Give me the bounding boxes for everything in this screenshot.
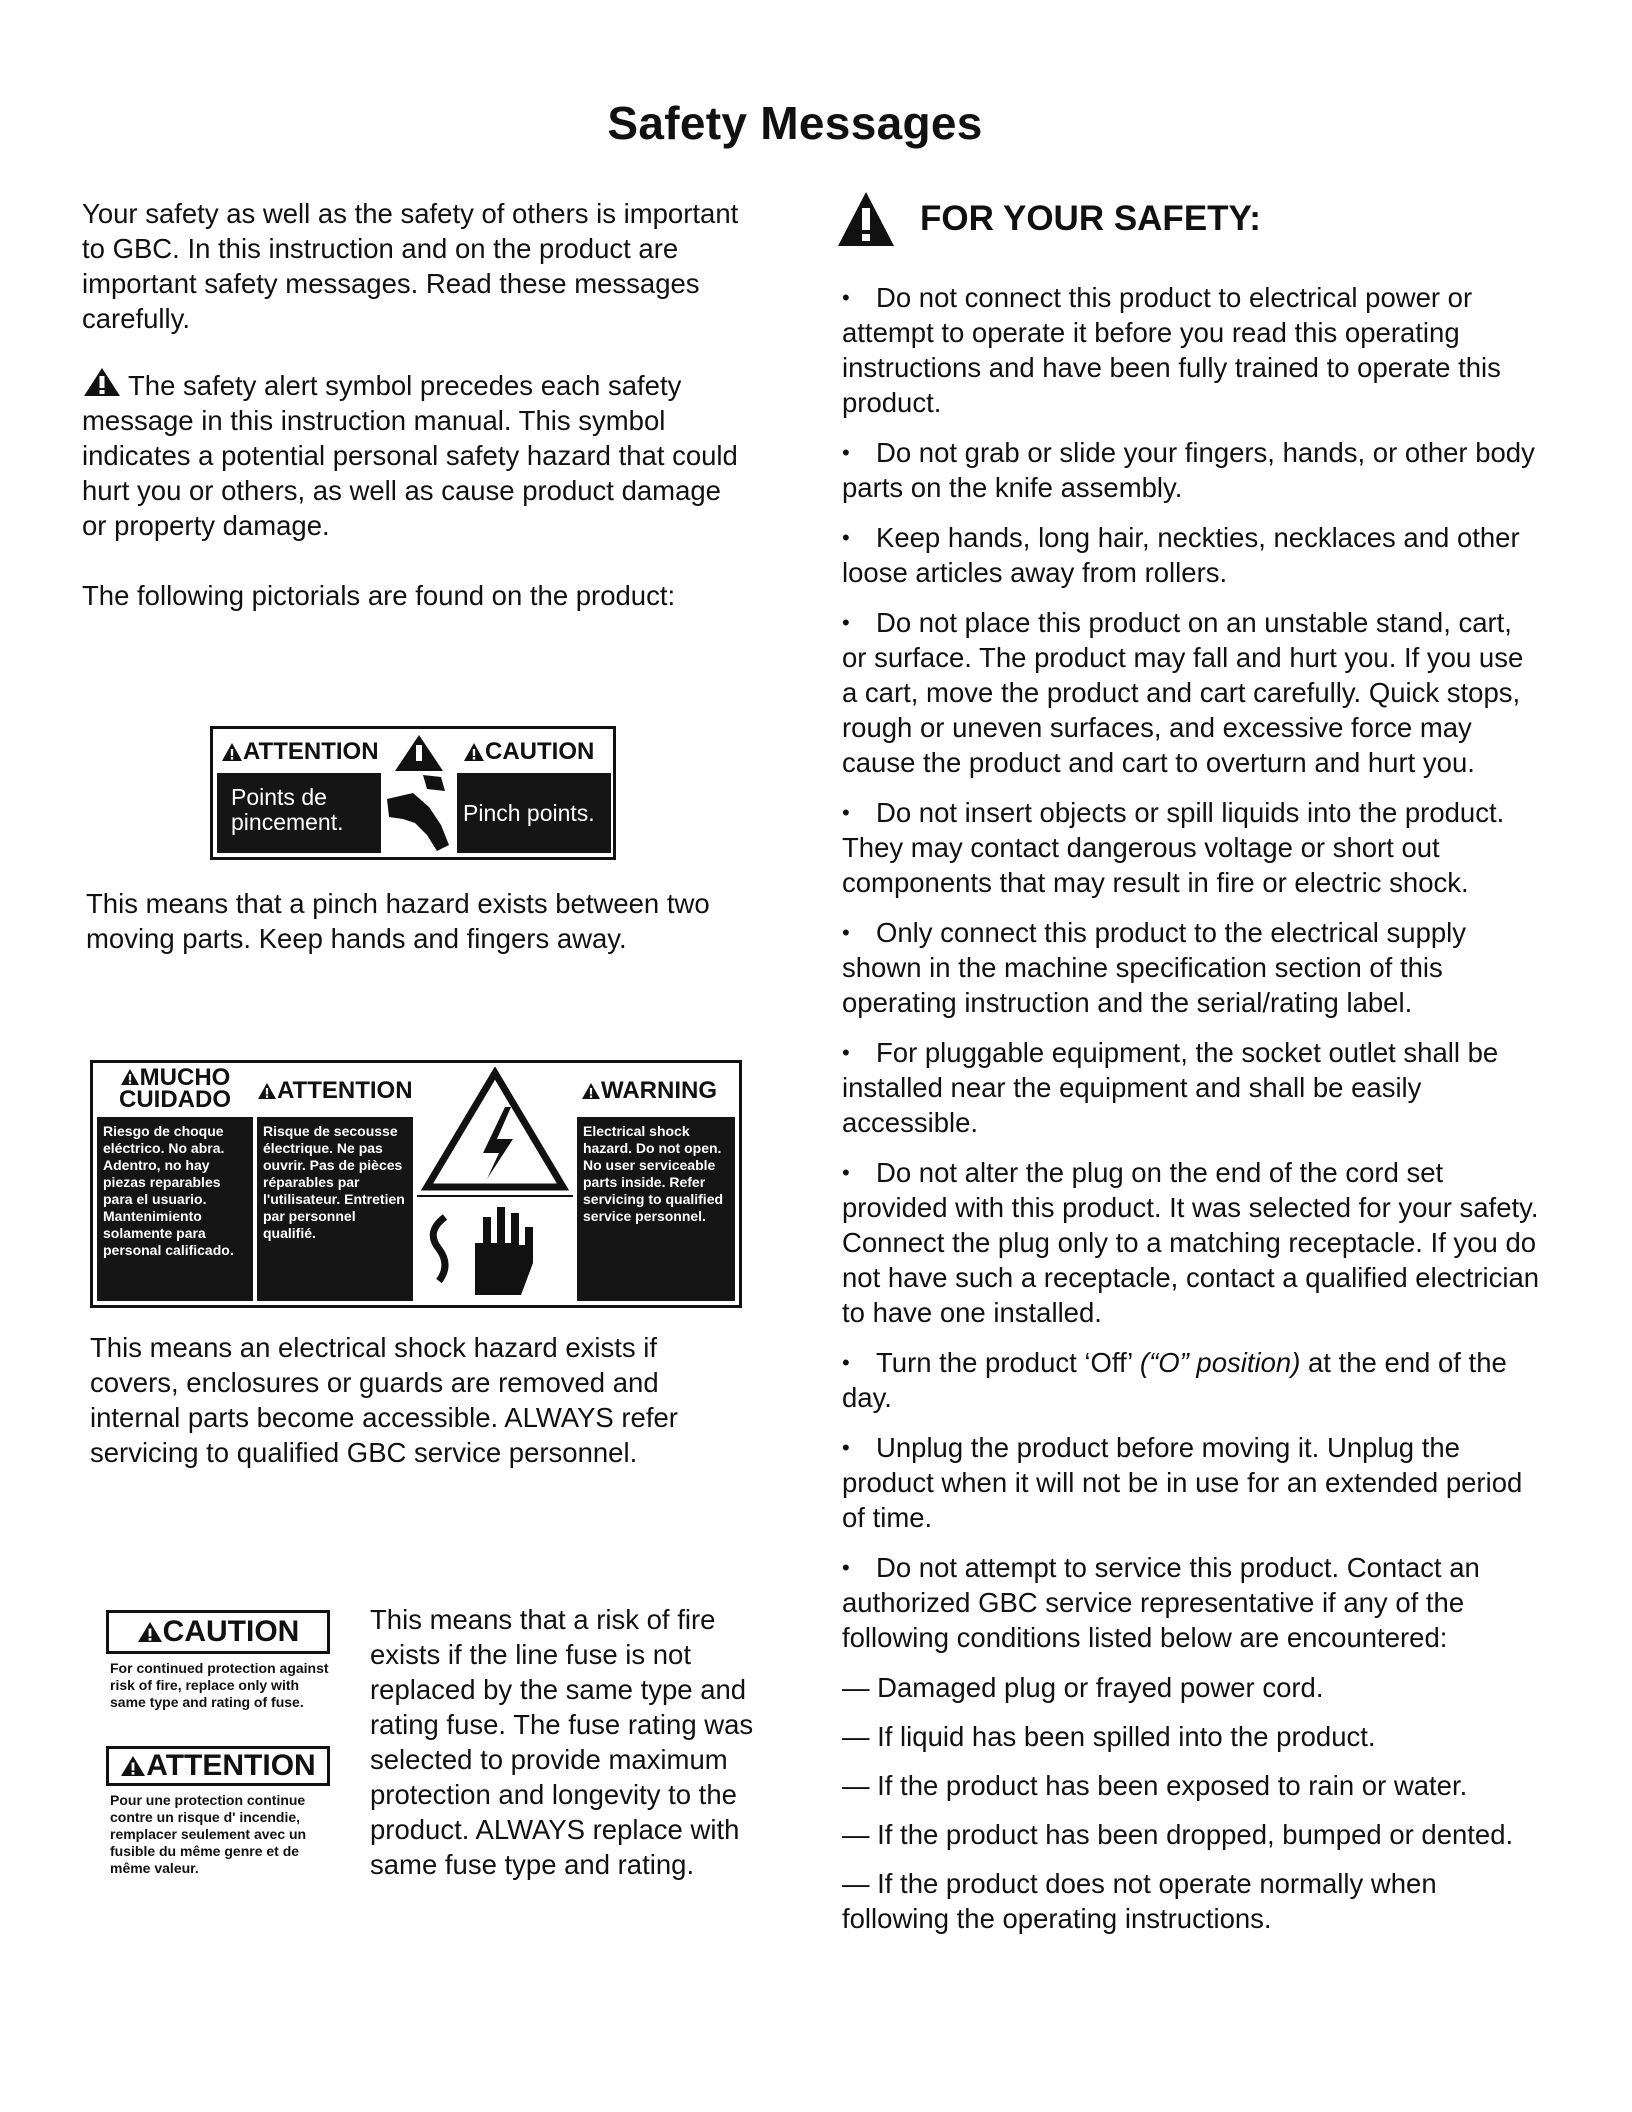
pinch-warning-label	[210, 726, 616, 860]
safety-alert-icon	[257, 1082, 277, 1100]
dash-item: — Damaged plug or frayed power cord.	[842, 1672, 1324, 1703]
pinch-french-text: Points de pincement.	[217, 773, 381, 853]
electrical-shock-icon	[417, 1067, 573, 1301]
list-item: • Do not insert objects or spill liquids into the product. They may contact dangerous voltage or short out components that may result in fire or electric shock.	[842, 797, 1505, 898]
intro-paragraph: Your safety as well as the safety of others is important to GBC. In this instruction and on the product are important safety messages. Read these messages carefully.	[82, 198, 739, 334]
list-item: • Only connect this product to the electrical supply shown in the machine specification section of this operating instruction and the serial/rating label.	[842, 917, 1467, 1018]
pictorials-intro: The following pictorials are found on the product:	[82, 580, 676, 611]
shock-spanish-header: MUCHO CUIDADO	[119, 1064, 231, 1113]
pinch-caution-header: CAUTION	[457, 733, 611, 771]
fuse-description: This means that a risk of fire exists if the line fuse is not replaced by the same type and rating fuse. The fuse rating was selected to provide maximum protection and longevity to the product. ALWAYS replace with same fuse type and rating.	[370, 1604, 754, 1880]
shock-spanish-text: Riesgo de choque eléctrico. No abra. Adentro, no hay piezas reparables para el usuario. Mantenimiento solamente para personal calificado.	[97, 1117, 253, 1301]
list-item: • Do not alter the plug on the end of the cord set provided with this product. It was selected for your safety. Connect the plug only to a matching receptacle. If you do not have such a receptacle, contact a qualified electrician to have one installed.	[842, 1157, 1540, 1328]
fuse-attention-header: ATTENTION	[106, 1746, 330, 1786]
safety-alert-icon	[221, 742, 243, 762]
shock-french-text: Risque de secousse électrique. Ne pas ouvrir. Pas de pièces réparables par l'utilisateur. Entretien par personnel qualifié.	[257, 1117, 413, 1301]
safety-alert-icon	[137, 1621, 163, 1643]
pinch-attention-header: ATTENTION	[217, 733, 381, 771]
list-item: • Do not connect this product to electrical power or attempt to operate it before you read this operating instructions and have been fully trained to operate this product.	[842, 282, 1501, 418]
dash-item: — If the product has been dropped, bumped or dented.	[842, 1819, 1514, 1850]
safety-alert-icon	[120, 1755, 146, 1777]
safety-list	[842, 280, 1542, 1950]
fuse-warning-label	[106, 1610, 330, 1910]
shock-warning-label	[90, 1060, 742, 1308]
list-item: • Keep hands, long hair, neckties, necklaces and other loose articles away from rollers.	[842, 522, 1520, 588]
alert-text: The safety alert symbol precedes each safety message in this instruction manual. This symbol indicates a potential personal safety hazard that could hurt you or others, as well as cause product damage or property damage.	[82, 370, 738, 541]
safety-alert-icon	[581, 1082, 601, 1100]
shock-description: This means an electrical shock hazard exists if covers, enclosures or guards are removed and internal parts become accessible. ALWAYS refer servicing to qualified GBC service personnel.	[90, 1332, 678, 1468]
safety-heading	[836, 186, 1536, 252]
shock-french-header: ATTENTION	[257, 1067, 413, 1115]
dash-item: — If the product has been exposed to rain or water.	[842, 1770, 1468, 1801]
list-item: • Do not grab or slide your fingers, hands, or other body parts on the knife assembly.	[842, 437, 1535, 503]
pinch-description: This means that a pinch hazard exists between two moving parts. Keep hands and fingers away.	[86, 888, 710, 954]
dash-item: — If the product does not operate normally when following the operating instructions.	[842, 1868, 1437, 1934]
fuse-caution-text: For continued protection against risk of fire, replace only with same type and rating of fuse.	[110, 1660, 329, 1710]
pinch-english-text: Pinch points.	[457, 773, 611, 853]
page-title: Safety Messages	[607, 97, 983, 149]
list-item: • Unplug the product before moving it. Unplug the product when it will not be in use for an extended period of time.	[842, 1432, 1523, 1533]
fuse-caution-header: CAUTION	[106, 1610, 330, 1654]
shock-english-text: Electrical shock hazard. Do not open. No user serviceable parts inside. Refer servicing to qualified service personnel.	[577, 1117, 735, 1301]
fuse-attention-text: Pour une protection continue contre un risque d' incendie, remplacer seulement avec un fusible du même genre et de même valeur.	[110, 1792, 307, 1876]
safety-heading-text: FOR YOUR SAFETY:	[920, 199, 1261, 238]
list-item: • Do not place this product on an unstable stand, cart, or surface. The product may fall and hurt you. If you use a cart, move the product and cart carefully. Quick stops, rough or uneven surfaces, and excessive force may cause the product and cart to overturn and hurt you.	[842, 607, 1524, 778]
safety-alert-icon	[463, 742, 485, 762]
pinch-hand-icon	[383, 733, 455, 853]
safety-alert-icon	[120, 1068, 140, 1086]
list-item: • Turn the product ‘Off’ (“O” position) at the end of the day.	[842, 1347, 1507, 1413]
dash-item: — If liquid has been spilled into the product.	[842, 1721, 1376, 1752]
safety-alert-icon	[82, 366, 122, 398]
list-item: • For pluggable equipment, the socket outlet shall be installed near the equipment and shall be easily accessible.	[842, 1037, 1499, 1138]
list-item: • Do not attempt to service this product. Contact an authorized GBC service representative if any of the following conditions listed below are encountered:	[842, 1552, 1480, 1653]
alert-paragraph	[82, 366, 752, 543]
shock-english-header: WARNING	[577, 1067, 735, 1115]
safety-alert-icon	[836, 190, 896, 248]
